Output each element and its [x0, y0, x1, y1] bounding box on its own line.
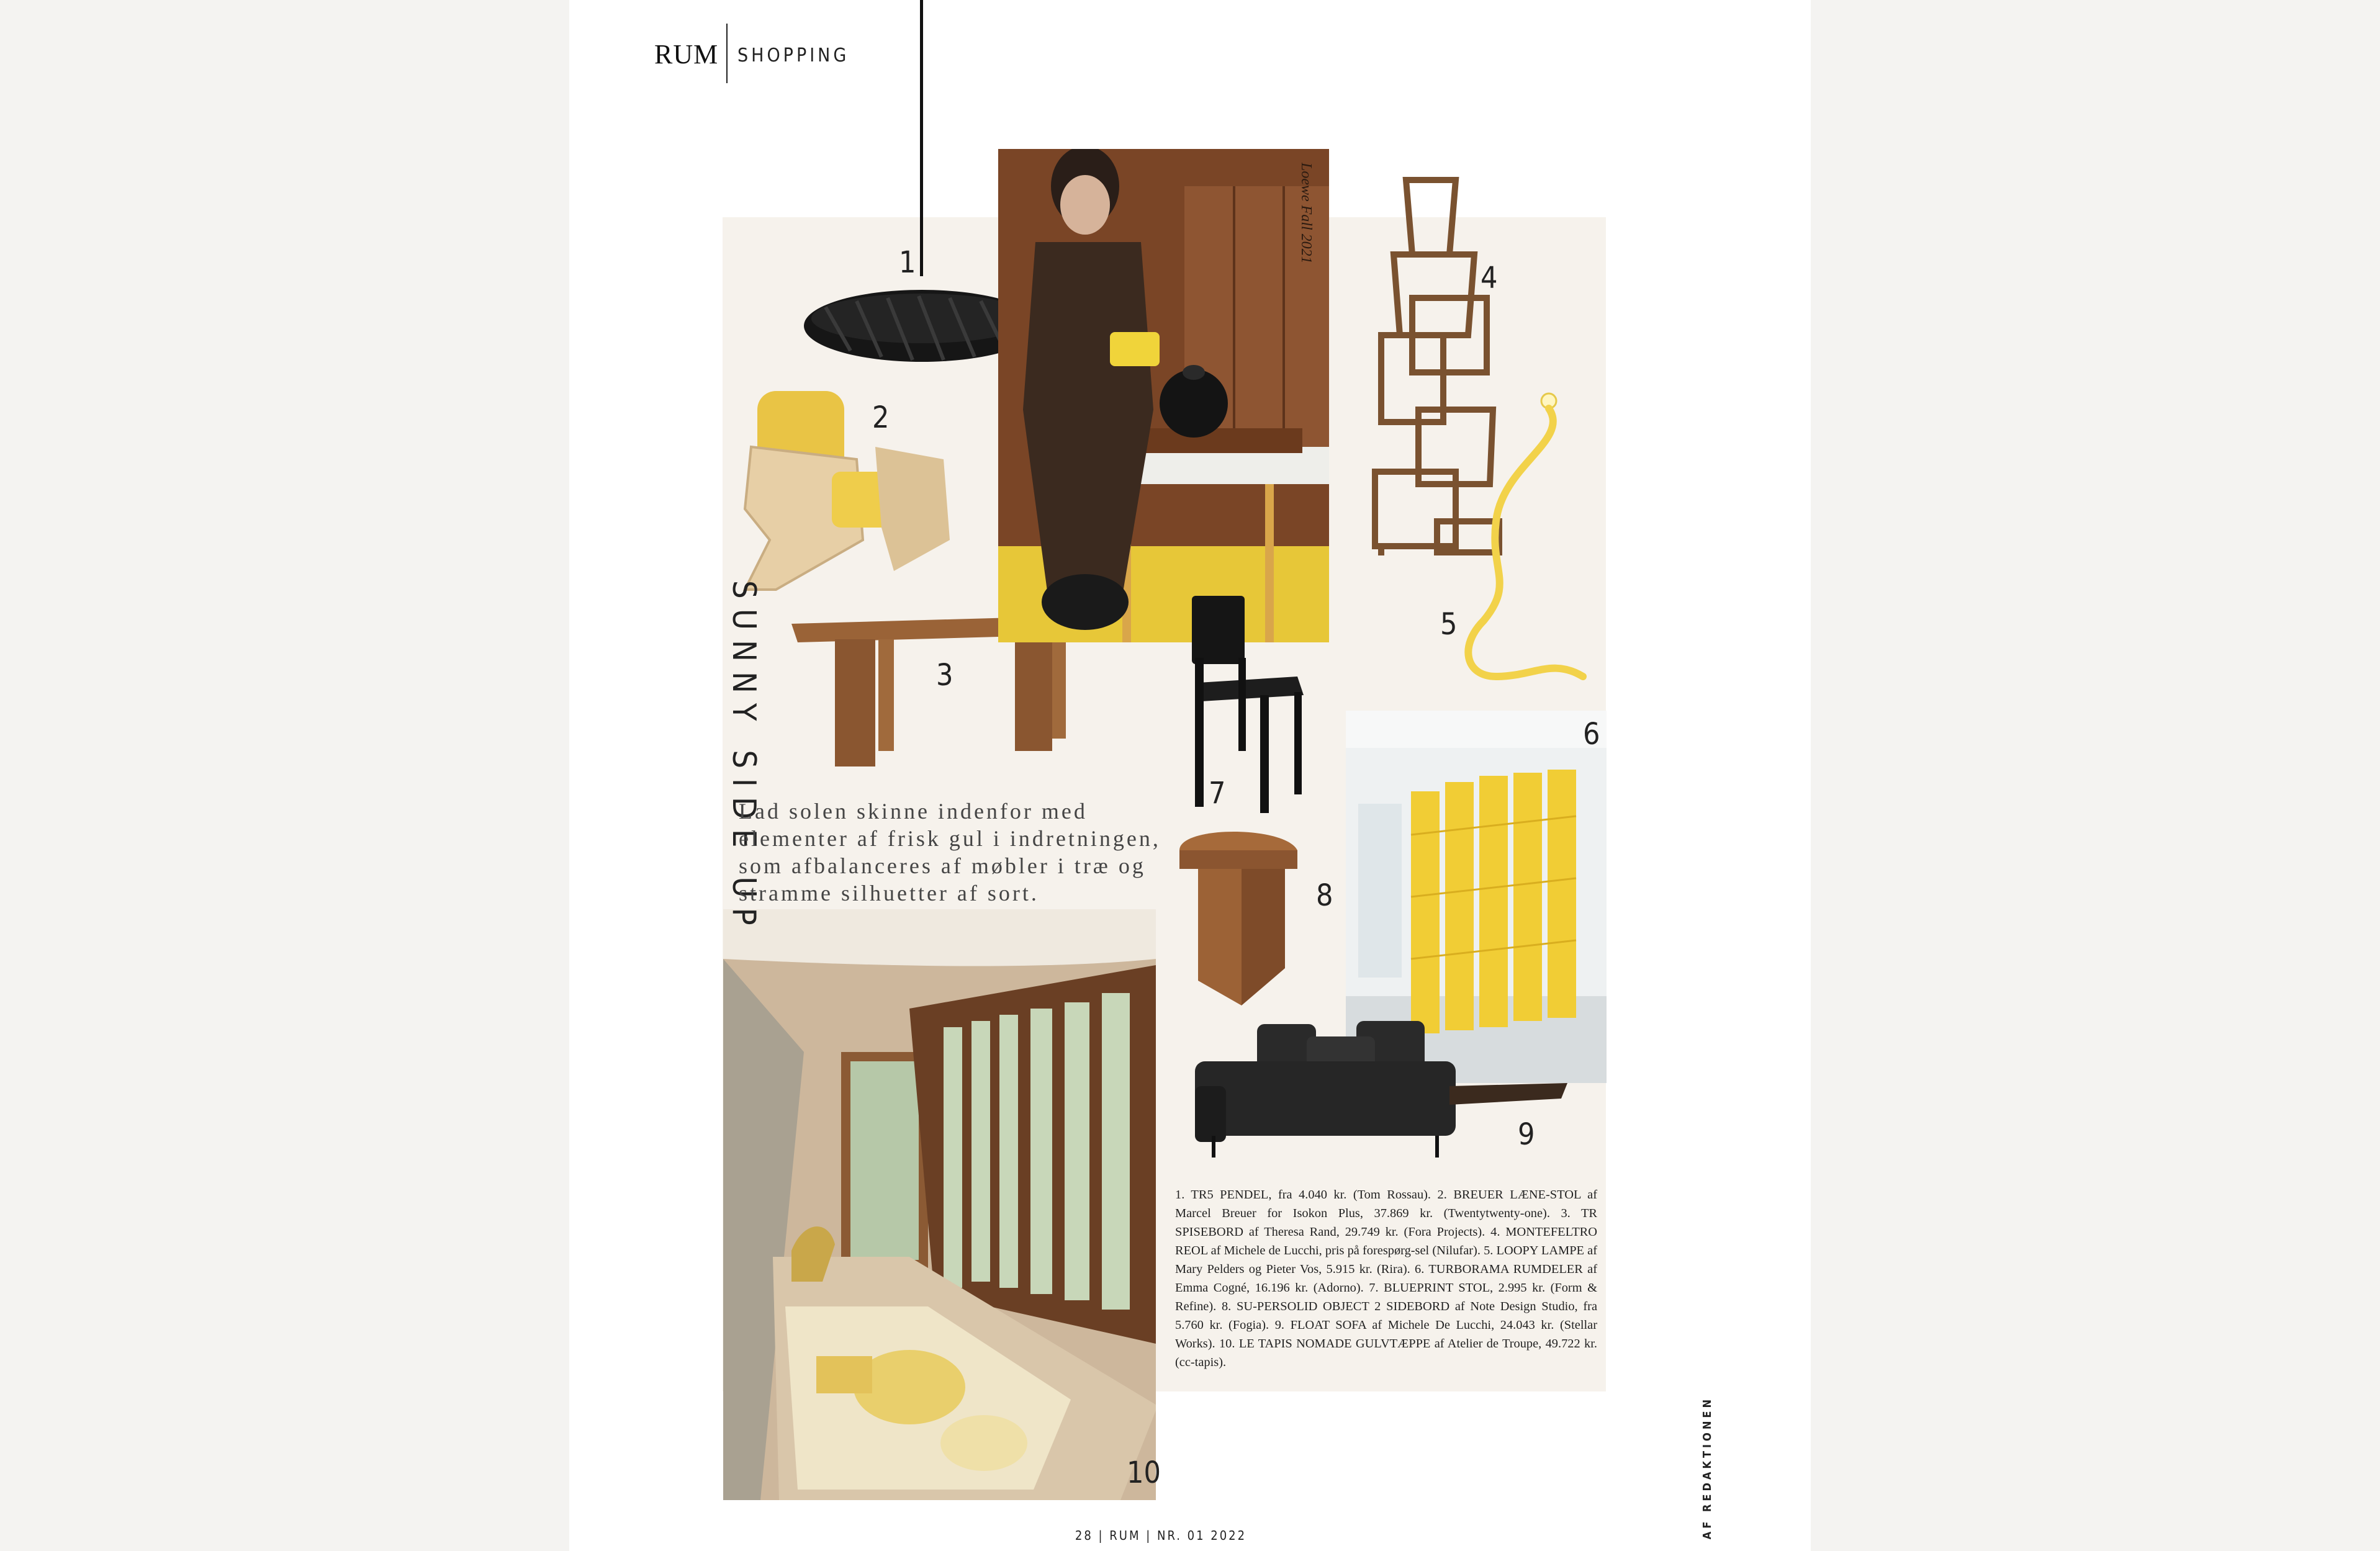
item-number-5: 5 — [1440, 607, 1458, 642]
section-title: SHOPPING — [737, 45, 850, 66]
dining-chair-image — [1179, 590, 1316, 813]
item-number-3: 3 — [936, 658, 953, 693]
item-number-1: 1 — [899, 245, 916, 280]
loopy-lamp-image — [1440, 385, 1595, 695]
item-number-4: 4 — [1481, 261, 1498, 295]
page-footer: 28 | RUM | NR. 01 2022 — [1075, 1528, 1247, 1543]
sofa-image — [1189, 1012, 1574, 1167]
header-divider — [726, 24, 728, 83]
lounge-chair-image — [739, 385, 962, 596]
fashion-photo — [998, 149, 1329, 642]
item-number-6: 6 — [1583, 717, 1600, 752]
item-number-8: 8 — [1316, 878, 1333, 913]
feature-title: SUNNY SIDE UP — [725, 580, 762, 935]
item-number-9: 9 — [1518, 1117, 1535, 1152]
pendant-cord — [920, 0, 923, 276]
intro-text: Lad solen skinne indenfor med elementer af frisk gul i indretningen, som afbalanceres af møbler i træ og stramme silhuetter af sort. — [739, 799, 1161, 906]
side-table-image — [1173, 825, 1304, 1012]
photo-caption: Loewe Fall 2021 — [1298, 163, 1314, 264]
item-number-7: 7 — [1209, 776, 1226, 811]
magazine-name: RUM — [654, 39, 719, 70]
product-credits: 1. TR5 PENDEL, fra 4.040 kr. (Tom Rossau). 2. BREUER LÆNE-STOL af Marcel Breuer for Isokon Plus, 37.869 kr. (Twentytwenty-one). 3. TR SPISEBORD af Theresa Rand, 29.749 kr. (Fora Projects). 4. MONTEFELTRO REOL af Michele de Lucchi, pris på forespørg-sel (Nilufar). 5. LOOPY LAMPE af Mary Pelders og Pieter Vos, 5.915 kr. (Rira). 6. TURBORAMA RUMDELER af Emma Cogné, 16.196 kr. (Adorno). 7. BLUEPRINT STOL, 2.995 kr. (Form & Refine). 8. SU-PERSOLID OBJECT 2 SIDEBORD af Note Design Studio, fra 5.760 kr. (Fogia). 9. FLOAT SOFA af Michele De Lucchi, 24.043 kr. (Stellar Works). 10. LE TAPIS NOMADE GULVTÆPPE af Atelier de Troupe, 49.722 kr. (cc-tapis). — [1175, 1188, 1597, 1369]
item-number-10: 10 — [1127, 1455, 1161, 1490]
byline: AF REDAKTIONEN — [1701, 1396, 1714, 1540]
rug-interior-photo — [723, 909, 1156, 1500]
item-number-2: 2 — [872, 400, 890, 435]
